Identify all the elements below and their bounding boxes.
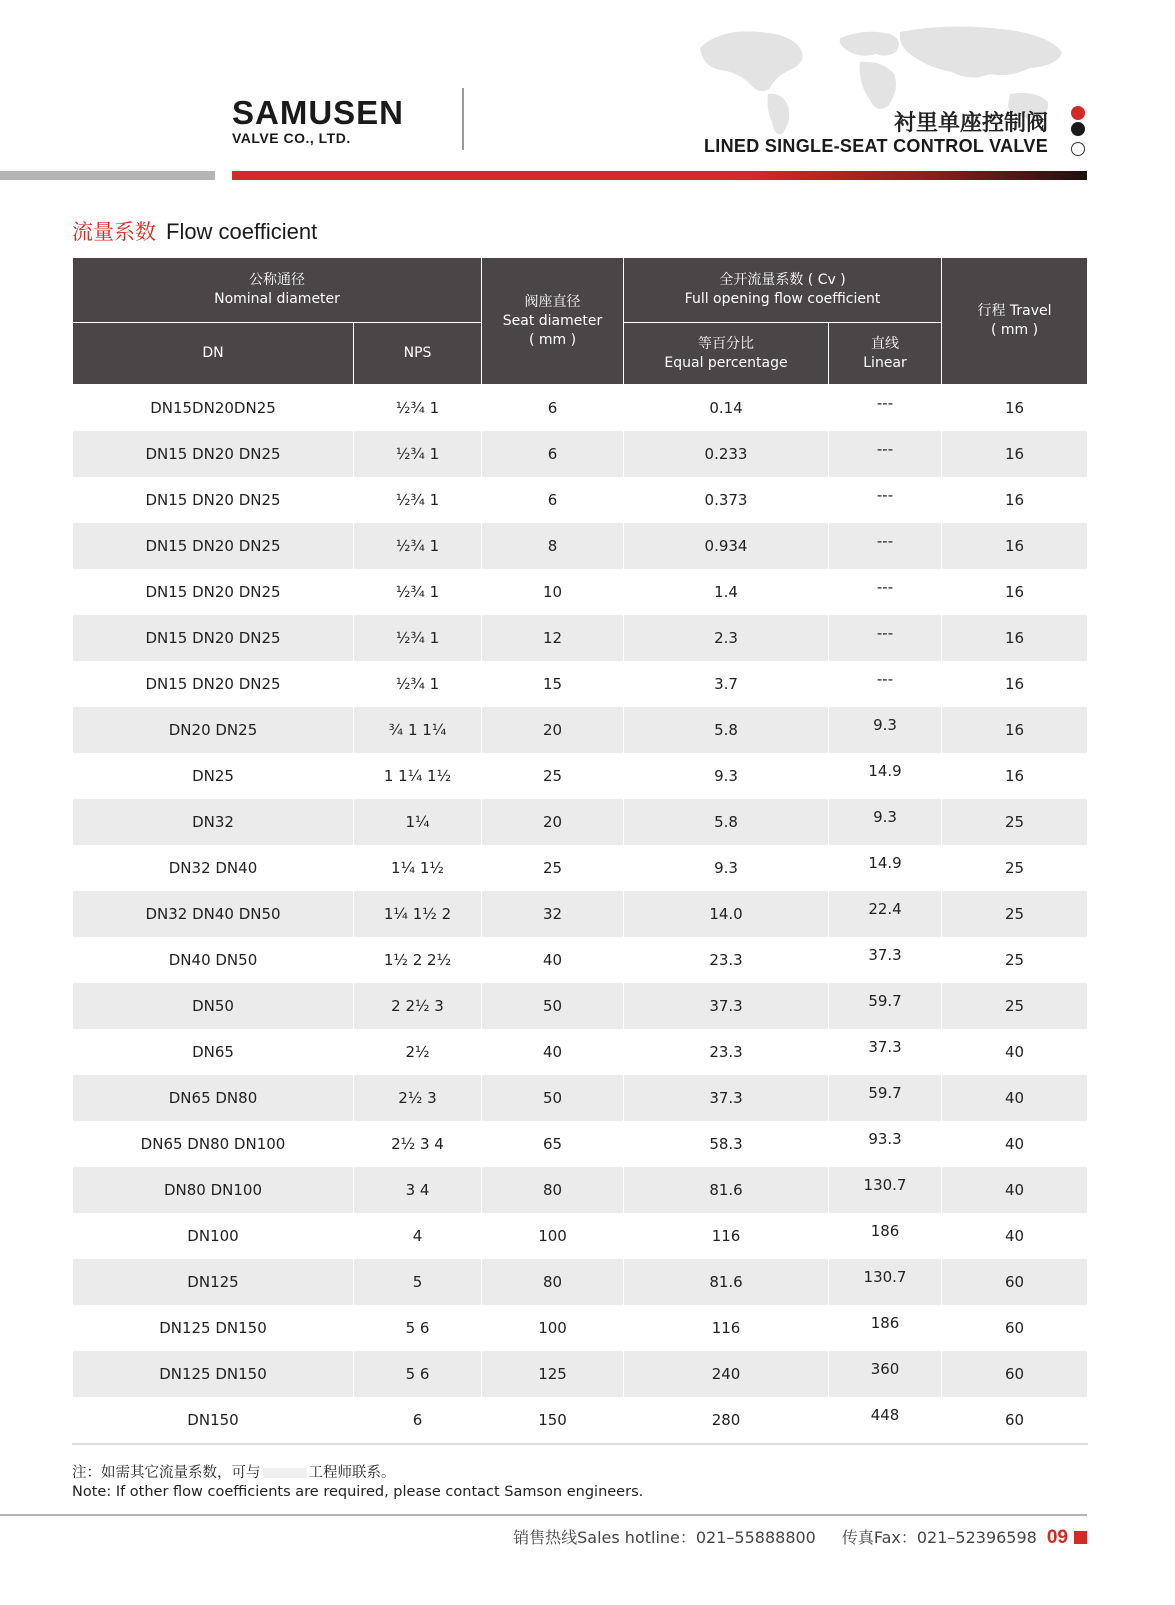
cell-linear: 59.7	[829, 983, 942, 1029]
cell-dn: DN32	[73, 799, 354, 845]
cell-dn: DN100	[73, 1213, 354, 1259]
cell-seat: 6	[482, 477, 624, 523]
footer-rule	[0, 1514, 1087, 1516]
cell-linear: 93.3	[829, 1121, 942, 1167]
cell-seat: 100	[482, 1213, 624, 1259]
table-row	[73, 753, 1088, 799]
cell-travel: 25	[942, 891, 1088, 937]
table-row	[73, 1305, 1088, 1351]
cell-seat: 10	[482, 569, 624, 615]
cell-dn: DN125	[73, 1259, 354, 1305]
company-logo	[232, 96, 404, 146]
cell-nps: ½¾ 1	[354, 431, 482, 477]
redacted-name	[263, 1468, 307, 1478]
cell-seat: 50	[482, 983, 624, 1029]
cell-travel: 40	[942, 1213, 1088, 1259]
cell-eq: 0.14	[624, 385, 829, 432]
cell-nps: 3 4	[354, 1167, 482, 1213]
cell-eq: 116	[624, 1213, 829, 1259]
table-row	[73, 937, 1088, 983]
cell-linear: 59.7	[829, 1075, 942, 1121]
cell-nps: 1½ 2 2½	[354, 937, 482, 983]
product-title-cn: 衬里单座控制阀	[893, 111, 1048, 136]
table-row	[73, 1213, 1088, 1259]
cell-nps: 1¼ 1½ 2	[354, 891, 482, 937]
cell-nps: ½¾ 1	[354, 523, 482, 569]
cell-linear: 448	[829, 1397, 942, 1444]
table-row	[73, 661, 1088, 707]
cell-eq: 37.3	[624, 1075, 829, 1121]
cell-travel: 16	[942, 385, 1088, 432]
cell-travel: 60	[942, 1351, 1088, 1397]
cell-dn: DN125 DN150	[73, 1305, 354, 1351]
red-dot-icon	[1071, 106, 1085, 120]
cell-nps: 5 6	[354, 1351, 482, 1397]
cell-seat: 40	[482, 937, 624, 983]
table-row	[73, 615, 1088, 661]
cell-nps: 6	[354, 1397, 482, 1444]
cell-nps: 2½ 3	[354, 1075, 482, 1121]
flow-coefficient-table	[72, 257, 1088, 1445]
header-seat-diameter: 阀座直径 Seat diameter ( mm )	[482, 258, 624, 385]
cell-eq: 3.7	[624, 661, 829, 707]
cell-nps: 2½ 3 4	[354, 1121, 482, 1167]
cell-linear: ---	[829, 477, 942, 523]
table-row	[73, 1397, 1088, 1444]
cell-seat: 25	[482, 753, 624, 799]
cell-linear: 37.3	[829, 937, 942, 983]
cell-eq: 23.3	[624, 1029, 829, 1075]
header-band-gray	[0, 171, 215, 180]
cell-nps: 1¼	[354, 799, 482, 845]
sales-hotline: 销售热线Sales hotline：021–55888800	[513, 1528, 816, 1547]
table-row	[73, 1167, 1088, 1213]
cell-travel: 25	[942, 983, 1088, 1029]
cell-travel: 16	[942, 477, 1088, 523]
cell-travel: 25	[942, 937, 1088, 983]
cell-seat: 150	[482, 1397, 624, 1444]
cell-eq: 1.4	[624, 569, 829, 615]
cell-linear: ---	[829, 431, 942, 477]
note-en: Note: If other flow coefficients are required, please contact Samson engineers.	[72, 1484, 644, 1500]
cell-linear: ---	[829, 615, 942, 661]
cell-seat: 100	[482, 1305, 624, 1351]
table-row	[73, 1259, 1088, 1305]
header-full-opening-cv: 全开流量系数 ( Cv ) Full opening flow coefficient	[624, 258, 942, 323]
cell-dn: DN65 DN80 DN100	[73, 1121, 354, 1167]
cell-dn: DN32 DN40	[73, 845, 354, 891]
cell-seat: 20	[482, 799, 624, 845]
cell-nps: 2½	[354, 1029, 482, 1075]
table-row	[73, 983, 1088, 1029]
white-dot-icon	[1071, 142, 1085, 156]
cell-linear: 130.7	[829, 1259, 942, 1305]
cell-eq: 23.3	[624, 937, 829, 983]
cell-nps: ¾ 1 1¼	[354, 707, 482, 753]
cell-dn: DN15 DN20 DN25	[73, 569, 354, 615]
cell-dn: DN20 DN25	[73, 707, 354, 753]
page-footer	[513, 1525, 1087, 1549]
header-linear: 直线 Linear	[829, 323, 942, 385]
cell-nps: 1¼ 1½	[354, 845, 482, 891]
cell-dn: DN15 DN20 DN25	[73, 615, 354, 661]
logo-name: SAMUSEN	[232, 94, 405, 131]
cell-dn: DN32 DN40 DN50	[73, 891, 354, 937]
cell-linear: ---	[829, 661, 942, 707]
cell-travel: 40	[942, 1029, 1088, 1075]
table-row	[73, 1351, 1088, 1397]
header-dn: DN	[73, 323, 354, 385]
cell-dn: DN15 DN20 DN25	[73, 661, 354, 707]
cell-eq: 37.3	[624, 983, 829, 1029]
cell-nps: 4	[354, 1213, 482, 1259]
table-row	[73, 707, 1088, 753]
header-band-red	[232, 171, 1087, 180]
cell-nps: ½¾ 1	[354, 615, 482, 661]
cell-eq: 280	[624, 1397, 829, 1444]
cell-seat: 8	[482, 523, 624, 569]
cell-eq: 2.3	[624, 615, 829, 661]
cell-seat: 50	[482, 1075, 624, 1121]
cell-linear: 22.4	[829, 891, 942, 937]
cell-eq: 0.373	[624, 477, 829, 523]
cell-nps: 2 2½ 3	[354, 983, 482, 1029]
cell-seat: 32	[482, 891, 624, 937]
header-travel: 行程 Travel ( mm )	[942, 258, 1088, 385]
cell-linear: ---	[829, 569, 942, 615]
table-row	[73, 477, 1088, 523]
header-nominal-diameter: 公称通径 Nominal diameter	[73, 258, 482, 323]
section-title-en: Flow coefficient	[166, 219, 318, 244]
cell-nps: 5 6	[354, 1305, 482, 1351]
cell-travel: 40	[942, 1075, 1088, 1121]
cell-linear: 9.3	[829, 799, 942, 845]
table-row	[73, 845, 1088, 891]
cell-travel: 16	[942, 661, 1088, 707]
table-row	[73, 1075, 1088, 1121]
cell-nps: 1 1¼ 1½	[354, 753, 482, 799]
cell-dn: DN125 DN150	[73, 1351, 354, 1397]
cell-seat: 6	[482, 431, 624, 477]
cell-eq: 81.6	[624, 1167, 829, 1213]
cell-nps: ½¾ 1	[354, 477, 482, 523]
cell-eq: 81.6	[624, 1259, 829, 1305]
cell-nps: ½¾ 1	[354, 661, 482, 707]
cell-linear: 9.3	[829, 707, 942, 753]
cell-seat: 125	[482, 1351, 624, 1397]
cell-nps: ½¾ 1	[354, 385, 482, 432]
cell-dn: DN15DN20DN25	[73, 385, 354, 432]
table-row	[73, 523, 1088, 569]
cell-travel: 16	[942, 569, 1088, 615]
cell-dn: DN15 DN20 DN25	[73, 431, 354, 477]
cell-dn: DN15 DN20 DN25	[73, 477, 354, 523]
cell-dn: DN15 DN20 DN25	[73, 523, 354, 569]
cell-eq: 116	[624, 1305, 829, 1351]
cell-dn: DN80 DN100	[73, 1167, 354, 1213]
cell-dn: DN50	[73, 983, 354, 1029]
cell-linear: ---	[829, 523, 942, 569]
cell-eq: 240	[624, 1351, 829, 1397]
cell-nps: ½¾ 1	[354, 569, 482, 615]
cell-dn: DN65 DN80	[73, 1075, 354, 1121]
cell-dn: DN40 DN50	[73, 937, 354, 983]
section-title-cn: 流量系数	[72, 220, 156, 244]
cell-linear: 14.9	[829, 845, 942, 891]
cell-travel: 16	[942, 615, 1088, 661]
cell-seat: 40	[482, 1029, 624, 1075]
cell-travel: 60	[942, 1397, 1088, 1444]
logo-subtitle: VALVE CO., LTD.	[232, 130, 351, 146]
note-cn: 注：如需其它流量系数，可与 工程师联系。	[72, 1465, 396, 1481]
black-dot-icon	[1071, 122, 1085, 136]
page-number: 09	[1046, 1527, 1068, 1548]
cell-travel: 40	[942, 1121, 1088, 1167]
cell-seat: 6	[482, 385, 624, 432]
cell-dn: DN150	[73, 1397, 354, 1444]
header-equal-percentage: 等百分比 Equal percentage	[624, 323, 829, 385]
table-row	[73, 569, 1088, 615]
table-row	[73, 431, 1088, 477]
table-row	[73, 799, 1088, 845]
cell-travel: 60	[942, 1259, 1088, 1305]
cell-dn: DN25	[73, 753, 354, 799]
table-notes	[72, 1464, 643, 1502]
cell-eq: 5.8	[624, 799, 829, 845]
cell-travel: 16	[942, 707, 1088, 753]
cell-nps: 5	[354, 1259, 482, 1305]
cell-linear: ---	[829, 385, 942, 432]
table-row	[73, 1121, 1088, 1167]
red-square-icon	[1074, 1531, 1087, 1544]
cell-eq: 0.233	[624, 431, 829, 477]
cell-travel: 60	[942, 1305, 1088, 1351]
cell-seat: 65	[482, 1121, 624, 1167]
cell-eq: 0.934	[624, 523, 829, 569]
cell-eq: 58.3	[624, 1121, 829, 1167]
section-title	[72, 216, 317, 246]
logo-divider	[462, 88, 464, 150]
cell-dn: DN65	[73, 1029, 354, 1075]
cell-travel: 25	[942, 845, 1088, 891]
product-title-en: LINED SINGLE-SEAT CONTROL VALVE	[704, 136, 1048, 156]
cell-seat: 25	[482, 845, 624, 891]
cell-travel: 25	[942, 799, 1088, 845]
cell-linear: 14.9	[829, 753, 942, 799]
table-row	[73, 385, 1088, 432]
cell-seat: 20	[482, 707, 624, 753]
header-nps: NPS	[354, 323, 482, 385]
cell-travel: 16	[942, 753, 1088, 799]
cell-seat: 80	[482, 1259, 624, 1305]
cell-linear: 130.7	[829, 1167, 942, 1213]
fax-number: 传真Fax：021–52396598	[841, 1528, 1037, 1547]
cell-seat: 15	[482, 661, 624, 707]
cell-linear: 186	[829, 1305, 942, 1351]
cell-travel: 16	[942, 523, 1088, 569]
cell-linear: 360	[829, 1351, 942, 1397]
cell-linear: 186	[829, 1213, 942, 1259]
cell-seat: 80	[482, 1167, 624, 1213]
cell-eq: 14.0	[624, 891, 829, 937]
cell-seat: 12	[482, 615, 624, 661]
cell-linear: 37.3	[829, 1029, 942, 1075]
cell-eq: 9.3	[624, 753, 829, 799]
table-row	[73, 1029, 1088, 1075]
cell-eq: 9.3	[624, 845, 829, 891]
cell-travel: 16	[942, 431, 1088, 477]
table-row	[73, 891, 1088, 937]
cell-eq: 5.8	[624, 707, 829, 753]
cell-travel: 40	[942, 1167, 1088, 1213]
